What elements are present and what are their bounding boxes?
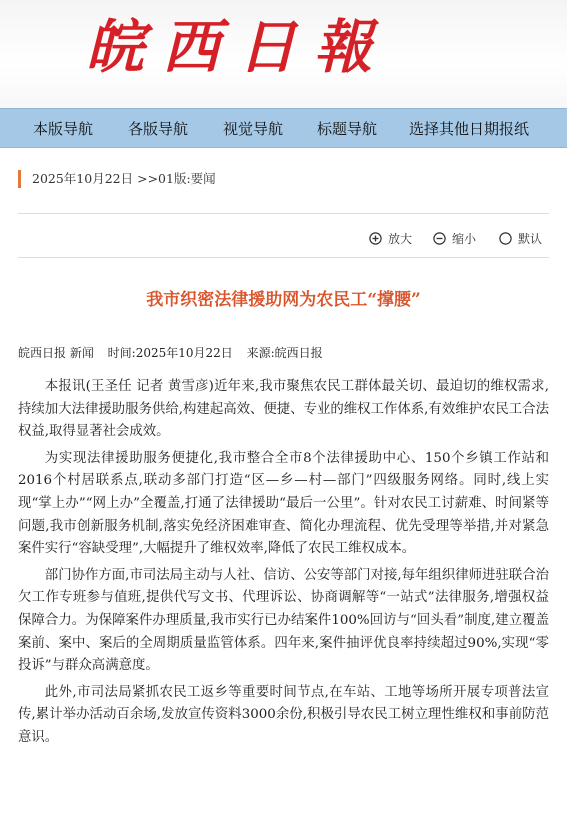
article-paragraph: 为实现法律援助服务便捷化,我市整合全市8个法律援助中心、150个乡镇工作站和2016个村居联系点,联动多部门打造“区—乡—村—部门”四级服务网络。同时,线上实现“掌上办”“网上办”全覆盖,打通了法律援助“最后一公里”。针对农民工讨薪难、时间紧等问题,我市创新服务机制,落实免经济困难审查、简化办理流程、优先受理等举措,并对紧急案件实行“容缺受理”,大幅提升了维权效率,降低了农民工维权成本。	[18, 450, 549, 557]
nav-all-editions[interactable]: 各版导航	[128, 120, 189, 138]
zoom-out-label: 缩小	[452, 231, 477, 246]
article-paragraph: 此外,市司法局紧抓农民工返乡等重要时间节点,在车站、工地等场所开展专项普法宣传,累计举办活动百余场,发放宣传资料3000余份,积极引导农民工树立理性维权和事前防范意识。	[18, 684, 549, 745]
zoom-in-label: 放大	[388, 231, 413, 246]
masthead	[0, 0, 567, 108]
zoom-in-button[interactable]	[369, 230, 412, 247]
article-meta	[18, 344, 323, 361]
circle-icon	[499, 232, 512, 245]
nav-bar	[0, 108, 567, 148]
article-time: 时间:2025年10月22日	[107, 346, 233, 360]
article-origin: 来源:皖西日报	[246, 346, 323, 360]
article-paragraph: 部门协作方面,市司法局主动与人社、信访、公安等部门对接,每年组织律师进驻联合治欠工作专班参与值班,提供代写文书、代理诉讼、协商调解等“一站式”法律服务,增强权益保障合力。为保障案件办理质量,我市实行已办结案件100%回访与“回头看”制度,建立覆盖案前、案中、案后的全周期质量监管体系。四年来,案件抽评优良率持续超过90%,实现“零投诉”与群众高满意度。	[18, 567, 549, 674]
article-source: 皖西日报 新闻	[18, 346, 94, 360]
nav-headlines[interactable]: 标题导航	[317, 120, 378, 138]
nav-other-dates[interactable]: 选择其他日期报纸	[409, 120, 530, 138]
text-size-tools	[369, 229, 542, 247]
nav-this-edition[interactable]: 本版导航	[33, 120, 94, 138]
nav-visual[interactable]: 视觉导航	[223, 120, 284, 138]
zoom-out-button[interactable]	[433, 230, 476, 247]
article-title: 我市织密法律援助网为农民工“撑腰”	[146, 290, 421, 310]
default-size-label: 默认	[518, 231, 543, 246]
plus-circle-icon	[369, 232, 382, 245]
article-body	[18, 376, 549, 754]
article-paragraph: 本报讯(王圣任 记者 黄雪彦)近年来,我市聚焦农民工群体最关切、最迫切的维权需求,持续加大法律援助服务供给,构建起高效、便捷、专业的维权工作体系,有效维护农民工合法权益,取得显著社会成效。	[18, 379, 549, 440]
divider	[18, 257, 549, 258]
minus-circle-icon	[433, 232, 446, 245]
newspaper-logo[interactable]: 皖西日報	[86, 13, 391, 81]
breadcrumb[interactable]: 2025年10月22日 >>01版:要闻	[18, 170, 216, 188]
divider	[18, 213, 549, 214]
default-size-button[interactable]	[499, 230, 542, 247]
